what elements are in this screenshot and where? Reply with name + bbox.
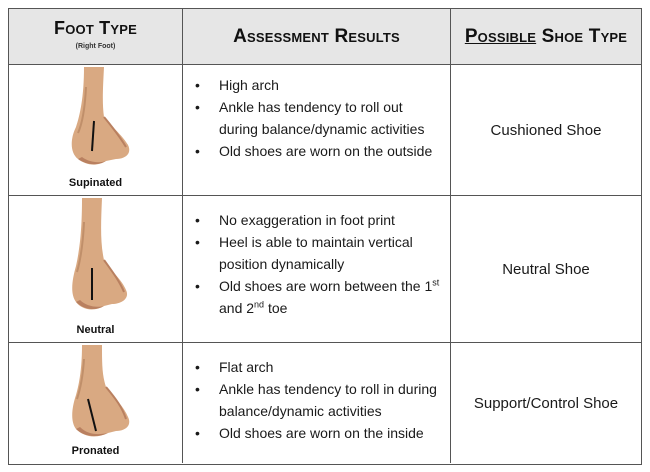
- header-assessment-cell: [183, 9, 451, 64]
- header-foot-type-subtitle: (Right Foot): [75, 43, 116, 50]
- foot-type-table: [8, 8, 642, 465]
- assessment-cell: [183, 65, 451, 195]
- shoe-cell: [451, 65, 641, 195]
- list-item: • Old shoes are worn between the 1st and 2nd toe: [193, 275, 444, 319]
- foot-cell: [9, 343, 183, 463]
- list-item: • High arch: [193, 74, 444, 96]
- table-row-pronated: [9, 343, 641, 463]
- shoe-type-text: Neutral Shoe: [502, 260, 590, 278]
- neutral-foot-image: [9, 196, 182, 342]
- assessment-list: [193, 209, 444, 319]
- pronated-foot-image: [9, 343, 182, 463]
- assessment-cell: [183, 196, 451, 342]
- table-header-row: [9, 9, 641, 65]
- list-item: • Old shoes are worn on the outside: [193, 140, 444, 162]
- list-item: • Old shoes are worn on the inside: [193, 422, 444, 444]
- foot-label: Neutral: [76, 324, 115, 336]
- header-shoe-type: [465, 26, 627, 48]
- header-foot-type-cell: [9, 9, 183, 64]
- shoe-type-text: Support/Control Shoe: [473, 394, 619, 412]
- header-assessment: Assessment Results: [233, 25, 400, 47]
- foot-cell: [9, 196, 183, 342]
- list-item: • Ankle has tendency to roll in during balance/dynamic activities: [193, 378, 444, 422]
- foot-cell: [9, 65, 183, 195]
- list-item: • Ankle has tendency to roll out during balance/dynamic activities: [193, 96, 444, 140]
- header-shoe-type-underlined: Possible: [464, 25, 537, 47]
- header-shoe-type-rest: Shoe Type: [536, 25, 628, 47]
- header-foot-type: Foot Type: [54, 18, 137, 38]
- supinated-foot-image: [9, 65, 182, 195]
- list-item: • No exaggeration in foot print: [193, 209, 444, 231]
- table-row-supinated: [9, 65, 641, 196]
- assessment-list: [193, 74, 444, 162]
- table-row-neutral: [9, 196, 641, 343]
- foot-label: Pronated: [71, 445, 120, 457]
- shoe-cell: [451, 343, 641, 463]
- assessment-cell: [183, 343, 451, 463]
- list-item: • Heel is able to maintain vertical position dynamically: [193, 231, 444, 275]
- list-item: • Flat arch: [193, 356, 444, 378]
- shoe-cell: [451, 196, 641, 342]
- foot-label: Supinated: [68, 177, 123, 189]
- assessment-list: [193, 356, 444, 444]
- shoe-type-text: Cushioned Shoe: [490, 121, 602, 139]
- header-shoe-type-cell: [451, 9, 641, 64]
